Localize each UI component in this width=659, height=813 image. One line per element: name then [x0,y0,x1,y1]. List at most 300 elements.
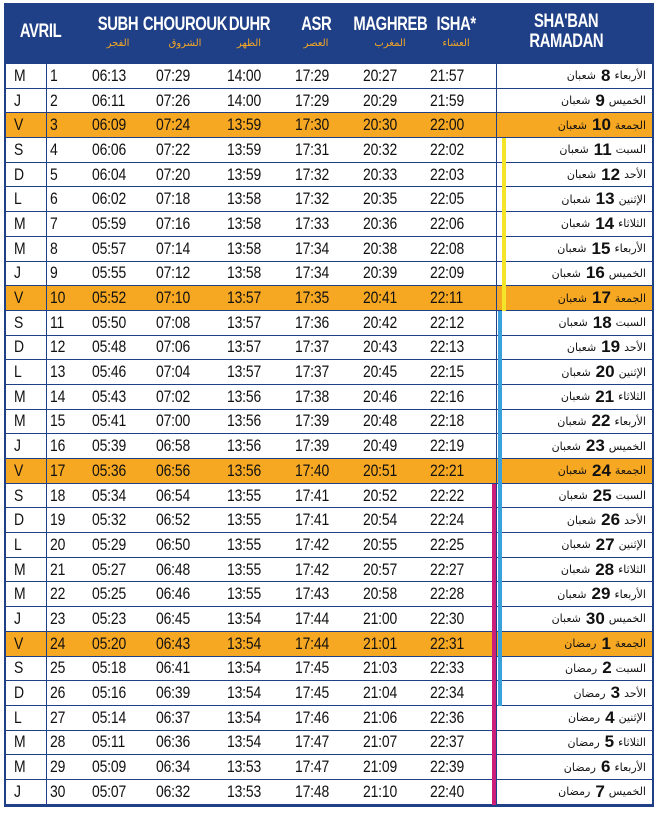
chourouk-cell-text: 07:29 [156,65,191,85]
asr-cell [295,755,337,779]
maghreb-cell [363,360,405,384]
day-number-cell [50,410,69,434]
arabic-day-name: الجمعة [614,637,646,651]
arabic-day-name: الخميس [608,266,646,280]
table-row [6,508,652,533]
chourouk-cell [156,113,198,137]
hijri-day-number: 17 [592,288,611,308]
column-divider [46,286,47,310]
header-maghreb-latin: MAGHREB [353,13,427,35]
day-number-cell [50,385,69,409]
asr-cell-text: 17:29 [295,65,330,85]
day-of-week-cell-text: S [14,312,24,332]
hijri-month-name: شعبان [551,266,581,280]
column-divider [496,113,497,137]
isha-cell [430,755,472,779]
subh-cell [92,187,134,211]
day-number-cell [50,607,69,631]
asr-cell [295,657,337,681]
asr-cell [295,336,337,360]
day-of-week-cell-text: S [14,485,24,505]
column-divider [496,410,497,434]
header-duhr-latin: DUHR [228,13,270,35]
chourouk-cell [156,360,198,384]
day-number-cell-text: 6 [50,189,58,209]
maghreb-cell-text: 21:07 [363,732,398,752]
isha-cell [430,410,472,434]
duhr-cell [227,360,269,384]
chourouk-cell-text: 07:00 [156,411,191,431]
chourouk-cell [156,64,198,88]
hijri-date-cell [567,64,646,88]
subh-cell-text: 05:32 [92,510,127,530]
column-divider [46,582,47,606]
column-divider [46,360,47,384]
chourouk-cell-text: 07:10 [156,288,191,308]
chourouk-cell-text: 06:41 [156,658,191,678]
column-divider [46,187,47,211]
hijri-day-number: 1 [601,633,611,653]
day-number-cell [50,64,59,88]
table-row [6,434,652,459]
subh-cell [92,163,134,187]
hijri-date-cell [557,237,646,261]
duhr-cell [227,706,269,730]
hijri-date-cell [552,434,646,458]
arabic-day-name: الخميس [608,612,646,626]
day-number-cell [50,632,69,656]
hijri-month-name: رمضان [564,637,597,651]
asr-cell [295,138,337,162]
subh-cell [92,558,134,582]
hijri-day-number: 2 [602,658,612,678]
hijri-day-number: 3 [610,683,621,703]
day-number-cell [50,533,69,557]
asr-cell [295,360,337,384]
chourouk-cell [156,533,198,557]
hijri-day-number: 4 [605,707,615,727]
day-number-cell [50,780,69,804]
isha-cell-text: 22:15 [430,362,465,382]
column-divider [496,731,497,755]
hijri-month-name: شعبان [566,340,597,354]
maghreb-cell-text: 20:36 [363,213,398,233]
hijri-month-name: شعبان [558,489,588,503]
day-of-week-cell [14,508,26,532]
maghreb-cell [363,64,405,88]
header-isha-arabic: العشاء [442,37,470,49]
arabic-day-name: الجمعة [614,291,646,305]
day-number-cell-text: 21 [50,559,66,579]
day-number-cell [50,163,59,187]
chourouk-cell [156,237,198,261]
asr-cell-text: 17:44 [295,633,330,653]
day-of-week-cell [14,681,26,705]
subh-cell-text: 06:09 [92,115,127,135]
arabic-day-name: السبت [615,316,646,330]
chourouk-cell [156,336,198,360]
subh-cell [92,212,134,236]
chourouk-cell-text: 06:56 [156,460,191,480]
maghreb-cell-text: 21:09 [363,757,398,777]
column-divider [496,64,497,88]
subh-cell-text: 06:06 [92,139,127,159]
column-divider [496,212,497,236]
hijri-date-cell [558,459,646,483]
subh-cell [92,113,134,137]
hijri-month-name: شعبان [561,538,591,552]
asr-cell [295,311,337,335]
chourouk-cell-text: 07:06 [156,337,191,357]
column-divider [496,558,497,582]
isha-cell-text: 22:12 [430,312,465,332]
subh-cell-text: 05:36 [92,460,127,480]
hijri-month-name: شعبان [566,69,596,83]
chourouk-cell-text: 06:50 [156,534,191,554]
day-of-week-cell-text: S [14,658,24,678]
chourouk-cell [156,632,198,656]
subh-cell-text: 05:18 [92,658,127,678]
column-divider [496,286,497,310]
isha-cell-text: 21:59 [430,90,465,110]
isha-cell [430,508,472,532]
chourouk-cell-text: 06:32 [156,781,191,801]
hijri-day-number: 25 [592,485,612,505]
asr-cell [295,780,337,804]
maghreb-cell-text: 20:55 [363,534,398,554]
hijri-month-name: شعبان [557,464,587,478]
duhr-cell-text: 13:57 [227,362,262,382]
column-divider [496,138,497,162]
day-number-cell [50,755,69,779]
chourouk-cell-text: 06:39 [156,683,191,703]
table-row [6,558,652,583]
hijri-day-number: 12 [601,164,621,184]
duhr-cell [227,89,269,113]
asr-cell-text: 17:32 [295,164,330,184]
column-divider [496,484,497,508]
maghreb-cell-text: 20:49 [363,436,398,456]
day-of-week-cell-text: M [14,411,26,431]
hijri-month-name: شعبان [561,192,591,206]
hijri-day-number: 18 [592,312,612,332]
chourouk-cell-text: 07:22 [156,139,191,159]
column-divider [496,706,497,730]
chourouk-cell-text: 07:26 [156,90,191,110]
header-asr-arabic: العصر [303,37,329,49]
day-of-week-cell [14,286,25,310]
hijri-day-number: 6 [600,757,611,777]
chourouk-cell-text: 07:14 [156,238,191,258]
day-of-week-cell-text: V [14,115,24,135]
subh-cell-text: 05:16 [92,683,127,703]
chourouk-cell-text: 06:52 [156,510,191,530]
hijri-month-name: شعبان [558,316,588,330]
asr-cell [295,533,337,557]
duhr-cell-text: 13:58 [227,213,262,233]
subh-cell [92,632,134,656]
arabic-day-name: الأربعاء [614,414,646,428]
asr-cell [295,681,337,705]
subh-cell [92,607,134,631]
duhr-cell [227,632,269,656]
maghreb-cell [363,657,405,681]
chourouk-cell [156,582,198,606]
subh-cell-text: 05:39 [92,436,127,456]
isha-cell-text: 22:30 [430,608,465,628]
isha-cell [430,187,472,211]
day-of-week-cell-text: D [14,337,24,357]
day-number-cell-text: 24 [50,633,66,653]
header-subh-arabic: الفجر [106,37,130,49]
day-number-cell-text: 9 [50,263,58,283]
duhr-cell [227,657,269,681]
day-number-cell-text: 4 [50,139,58,159]
column-divider [46,533,47,557]
day-of-week-cell [14,706,23,730]
subh-cell-text: 05:55 [92,263,127,283]
asr-cell-text: 17:46 [295,707,330,727]
isha-cell [430,533,472,557]
subh-cell [92,410,134,434]
header-hijri-line2: RAMADAN [529,31,603,52]
isha-cell-text: 22:06 [430,213,465,233]
isha-cell-text: 22:11 [430,288,464,308]
column-divider [46,237,47,261]
table-row [6,681,652,706]
asr-cell-text: 17:38 [295,386,330,406]
column-divider [46,731,47,755]
isha-cell [430,89,472,113]
day-of-week-cell-text: M [14,65,26,85]
day-number-cell [50,311,67,335]
table-row [6,657,652,682]
hijri-day-number: 26 [601,510,621,530]
column-divider [46,336,47,360]
day-number-cell [50,286,69,310]
maghreb-cell-text: 20:30 [363,115,398,135]
chourouk-cell [156,187,198,211]
hijri-date-cell [558,113,646,137]
hijri-date-cell [559,138,646,162]
asr-cell-text: 17:37 [295,337,330,357]
subh-cell [92,64,134,88]
maghreb-cell-text: 20:46 [363,386,398,406]
day-of-week-cell-text: J [14,90,21,110]
week-marker-bar [498,311,502,706]
isha-cell-text: 22:34 [430,683,465,703]
isha-cell [430,459,472,483]
duhr-cell-text: 13:55 [227,584,262,604]
duhr-cell [227,286,269,310]
hijri-day-number: 19 [601,337,621,357]
asr-cell-text: 17:37 [295,362,330,382]
maghreb-cell [363,138,405,162]
asr-cell-text: 17:34 [295,263,330,283]
column-divider [496,582,497,606]
maghreb-cell-text: 20:48 [363,411,398,431]
day-number-cell [50,212,59,236]
hijri-day-number: 30 [585,608,605,628]
duhr-cell-text: 13:57 [227,288,262,308]
table-row [6,385,652,410]
isha-cell [430,632,472,656]
table-row [6,582,652,607]
maghreb-cell [363,311,405,335]
hijri-day-number: 29 [591,584,611,604]
maghreb-cell [363,484,405,508]
table-row [6,138,652,163]
duhr-cell [227,187,269,211]
day-of-week-cell [14,780,22,804]
column-divider [46,780,47,804]
chourouk-cell [156,731,198,755]
hijri-date-cell [561,360,646,384]
day-number-cell-text: 22 [50,584,66,604]
day-of-week-cell [14,187,23,211]
day-of-week-cell-text: L [14,534,22,554]
subh-cell [92,681,134,705]
table-row [6,607,652,632]
column-divider [496,607,497,631]
maghreb-cell [363,731,405,755]
hijri-day-number: 9 [595,90,605,110]
asr-cell-text: 17:47 [295,757,330,777]
maghreb-cell-text: 20:54 [363,510,398,530]
subh-cell-text: 05:07 [92,781,127,801]
hijri-month-name: رمضان [565,661,598,675]
chourouk-cell [156,681,198,705]
maghreb-cell-text: 20:42 [363,312,398,332]
day-number-cell [50,731,69,755]
day-of-week-cell-text: L [14,707,22,727]
column-divider [46,410,47,434]
column-divider [496,508,497,532]
table-row [6,706,652,731]
asr-cell-text: 17:30 [295,115,330,135]
isha-cell-text: 22:18 [430,411,465,431]
chourouk-cell-text: 06:37 [156,707,191,727]
asr-cell-text: 17:29 [295,90,330,110]
maghreb-cell-text: 20:27 [363,65,398,85]
column-divider [46,163,47,187]
column-divider [46,262,47,286]
isha-cell-text: 22:16 [430,386,465,406]
isha-cell [430,582,472,606]
day-number-cell [50,113,59,137]
column-divider [496,681,497,705]
maghreb-cell [363,681,405,705]
asr-cell-text: 17:33 [295,213,330,233]
table-row [6,632,652,657]
chourouk-cell-text: 06:54 [156,485,191,505]
isha-cell-text: 22:27 [430,559,465,579]
duhr-cell [227,410,269,434]
chourouk-cell [156,434,198,458]
hijri-date-cell [552,262,646,286]
day-number-cell-text: 7 [50,213,58,233]
duhr-cell-text: 13:59 [227,115,262,135]
subh-cell-text: 05:59 [92,213,127,233]
maghreb-cell-text: 20:35 [363,189,398,209]
table-row [6,755,652,780]
hijri-date-cell [561,212,646,236]
chourouk-cell [156,410,198,434]
duhr-cell-text: 13:56 [227,460,262,480]
asr-cell-text: 17:32 [295,189,330,209]
subh-cell [92,286,134,310]
hijri-month-name: رمضان [573,686,606,700]
day-number-cell-text: 15 [50,411,66,431]
asr-cell-text: 17:36 [295,312,330,332]
arabic-day-name: الأحد [624,686,646,700]
duhr-cell [227,484,269,508]
day-of-week-cell-text: J [14,263,21,283]
isha-cell-text: 22:33 [430,658,465,678]
column-divider [46,385,47,409]
column-divider [496,459,497,483]
duhr-cell-text: 13:57 [227,337,262,357]
day-number-cell-text: 25 [50,658,66,678]
maghreb-cell [363,385,405,409]
maghreb-cell [363,410,405,434]
maghreb-cell [363,558,405,582]
asr-cell [295,632,337,656]
hijri-day-number: 8 [600,65,611,85]
day-of-week-cell [14,336,26,360]
maghreb-cell [363,336,405,360]
hijri-day-number: 15 [591,238,611,258]
table-header [4,3,654,61]
subh-cell [92,484,134,508]
arabic-day-name: السبت [615,661,646,675]
arabic-day-name: الخميس [608,94,646,108]
subh-cell-text: 05:27 [92,559,127,579]
isha-cell [430,237,472,261]
maghreb-cell [363,533,405,557]
arabic-day-name: السبت [615,143,646,157]
column-divider [46,484,47,508]
chourouk-cell [156,286,198,310]
arabic-day-name: الأربعاء [614,242,646,256]
duhr-cell [227,434,269,458]
chourouk-cell [156,657,198,681]
chourouk-cell [156,508,198,532]
chourouk-cell-text: 06:58 [156,436,191,456]
day-of-week-cell [14,360,23,384]
isha-cell [430,138,472,162]
header-month [4,3,78,61]
day-of-week-cell-text: M [14,732,26,752]
chourouk-cell [156,607,198,631]
chourouk-cell-text: 07:08 [156,312,191,332]
arabic-day-name: الثلاثاء [618,735,646,749]
column-divider [46,558,47,582]
isha-cell [430,607,472,631]
day-number-cell-text: 8 [50,238,58,258]
column-divider [46,632,47,656]
column-divider [496,533,497,557]
column-divider [46,113,47,137]
day-number-cell-text: 17 [50,460,66,480]
hijri-day-number: 13 [595,189,615,209]
table-row [6,459,652,484]
hijri-month-name: شعبان [560,390,591,404]
isha-cell-text: 22:22 [430,485,465,505]
duhr-cell [227,262,269,286]
chourouk-cell [156,706,198,730]
day-number-cell-text: 30 [50,781,66,801]
